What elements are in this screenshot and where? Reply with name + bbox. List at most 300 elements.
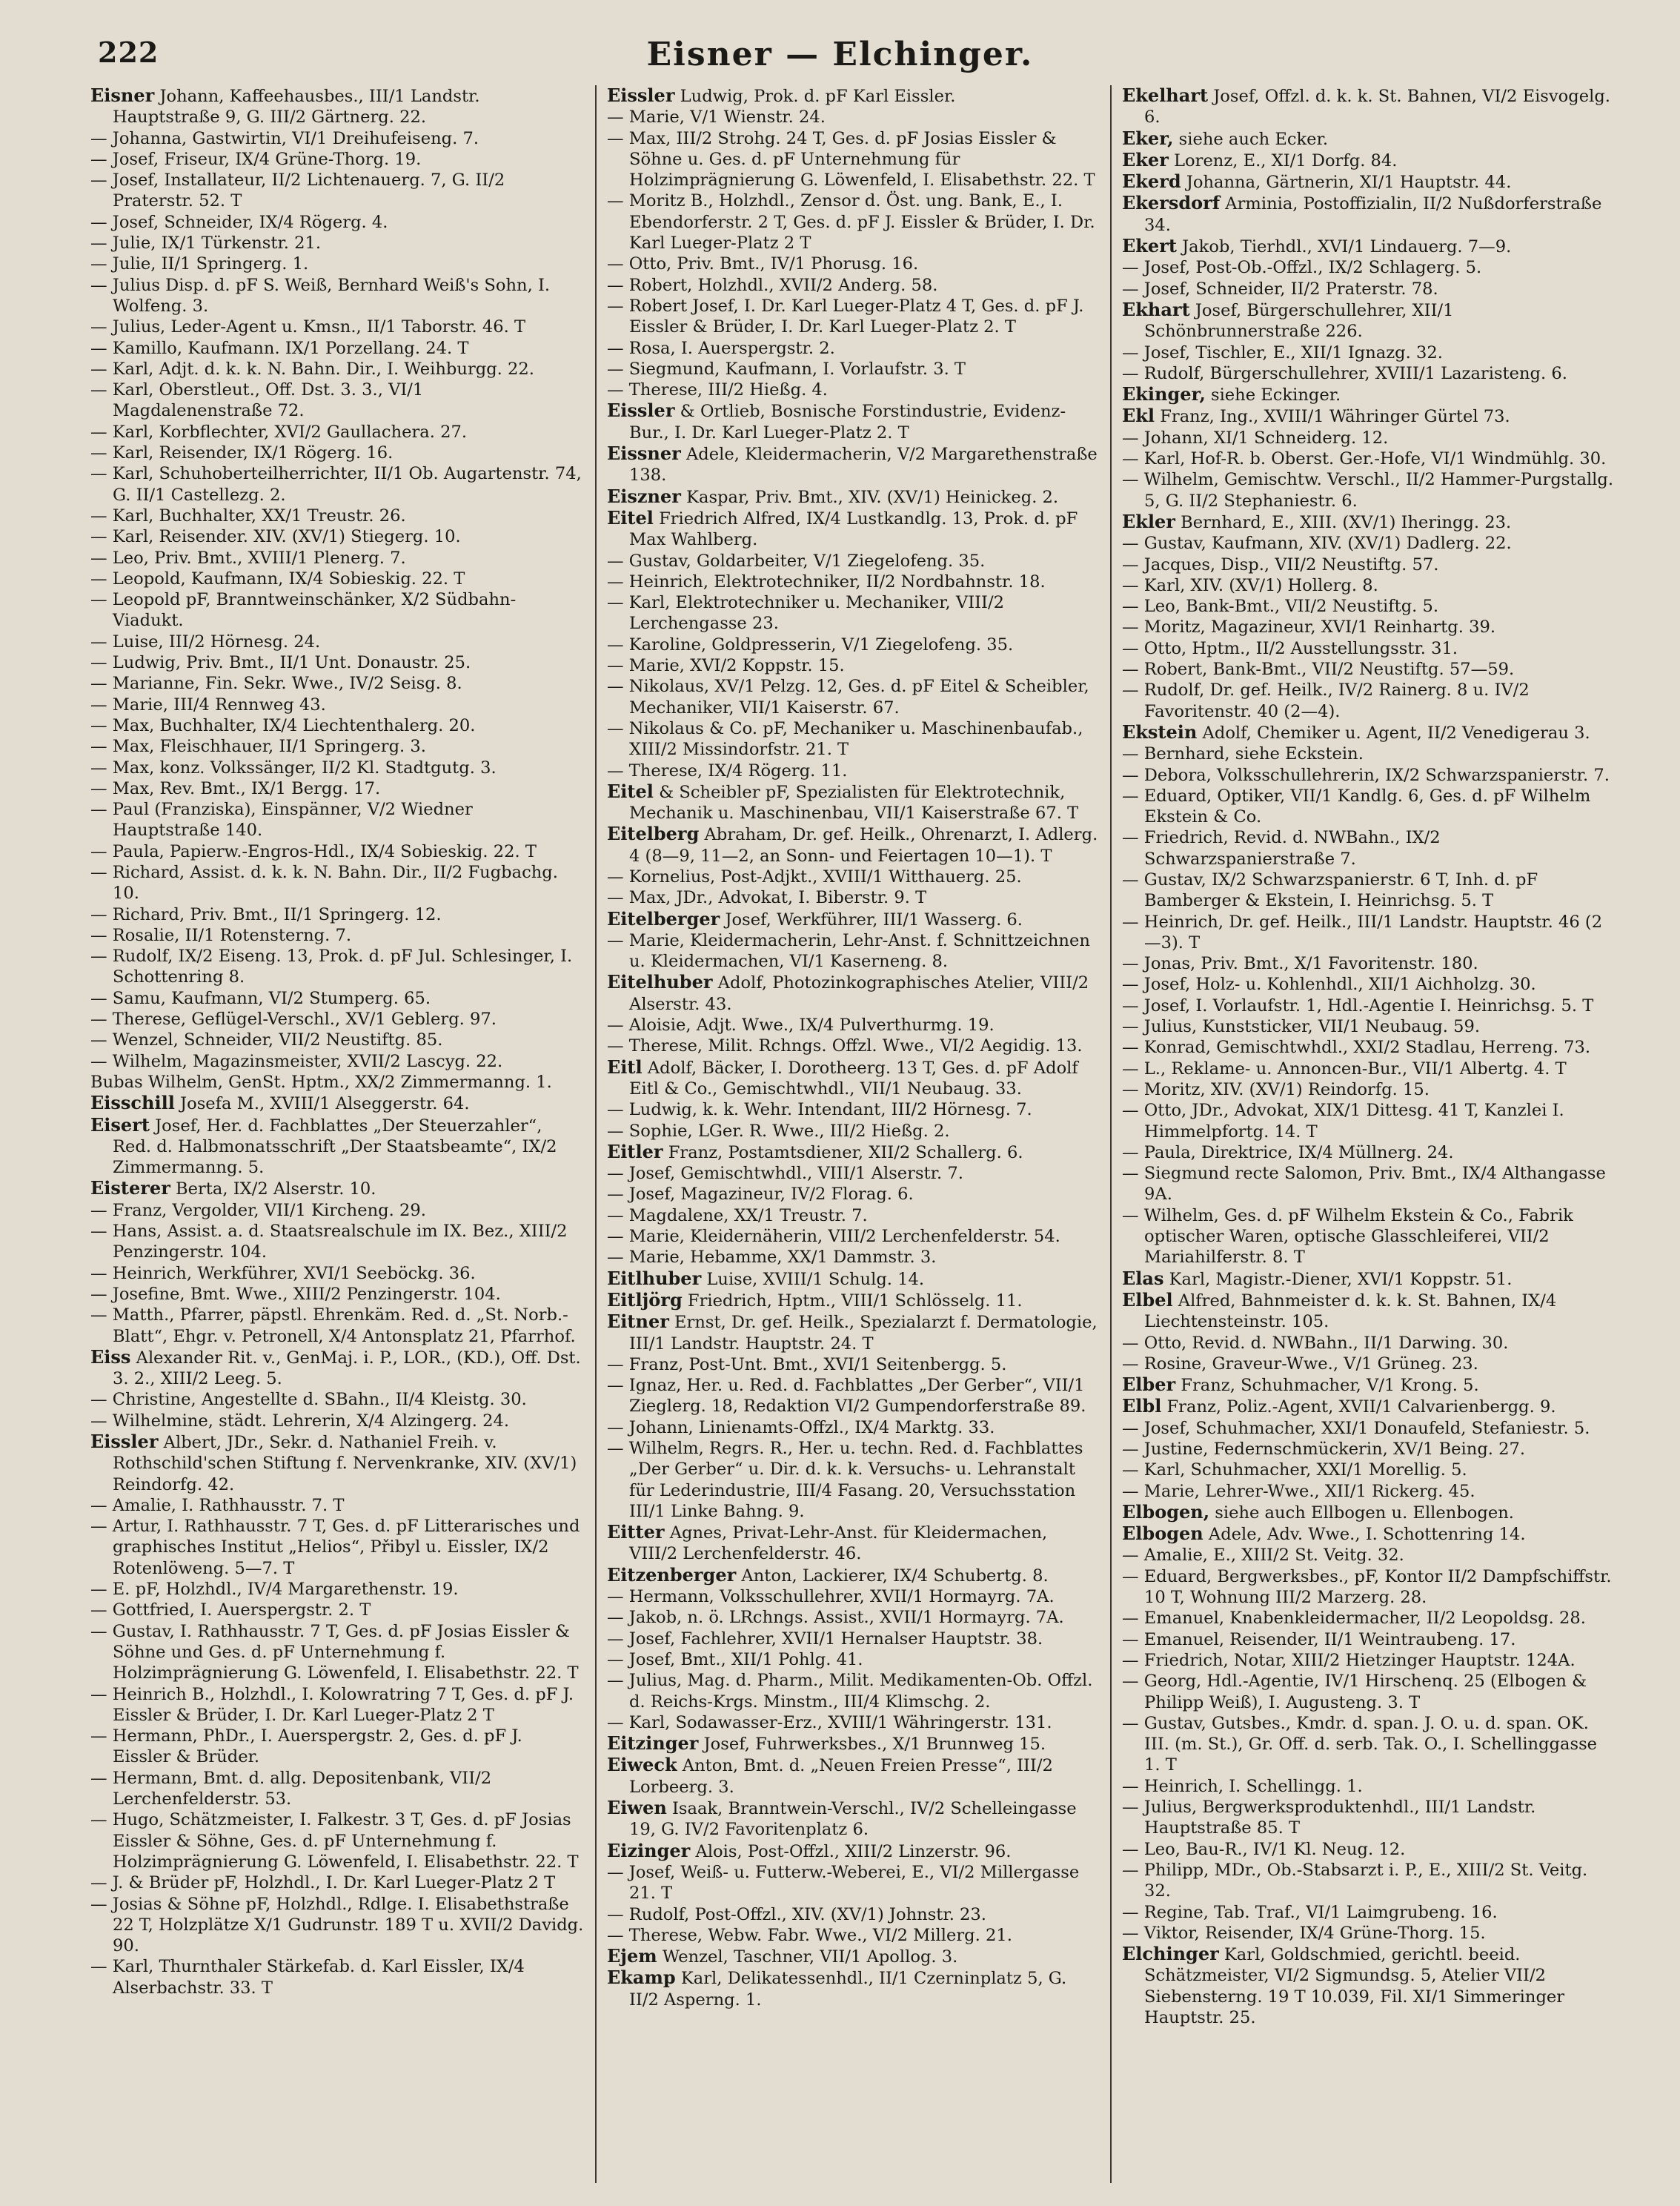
directory-entry [1122, 554, 1615, 575]
entry-text: — Max, Buchhalter, IX/4 Liechtenthalerg. 20. [90, 715, 476, 735]
directory-entry [1122, 617, 1615, 637]
entry-text: — Franz, Post-Unt. Bmt., XVI/1 Seitenbergg. 5. [607, 1354, 1007, 1374]
entry-text: — Otto, Revid. d. NWBahn., II/1 Darwing. 30. [1122, 1333, 1509, 1353]
directory-entry [607, 1354, 1100, 1375]
entry-surname: Eisschill [90, 1092, 175, 1114]
entry-text: — Ignaz, Her. u. Red. d. Fachblattes „Der Gerber“, VII/1 Zieglerg. 18, Redaktion VI/2 Gumpendorferstraße 89. [607, 1376, 1086, 1417]
directory-entry [607, 1565, 1100, 1586]
directory-entry [607, 1375, 1100, 1417]
entry-text: — Hermann, Volksschullehrer, XVII/1 Hormayrg. 7A. [607, 1587, 1055, 1607]
entry-text: — Karl, Sodawasser-Erz., XVIII/1 Währingerstr. 131. [607, 1712, 1052, 1732]
entry-surname: Eiszner [607, 485, 681, 507]
directory-entry [90, 758, 585, 778]
directory-entry [1122, 1481, 1615, 1502]
directory-entry [607, 676, 1100, 718]
directory-entry [90, 1726, 585, 1768]
directory-entry [90, 589, 585, 632]
column-1 [80, 85, 595, 2183]
directory-entry [90, 1809, 585, 1872]
entry-text: — Philipp, MDr., Ob.-Stabsarzt i. P., E., XIII/2 St. Veitg. 32. [1122, 1860, 1588, 1901]
directory-entry [607, 1099, 1100, 1120]
entry-text: Adele, Adv. Wwe., I. Schottenring 14. [1208, 1525, 1526, 1545]
directory-entry [90, 422, 585, 443]
entry-text: — Hugo, Schätzmeister, I. Falkestr. 3 T, Ges. d. pF Josias Eissler & Söhne, Ges. d. pF Unternehmung f. Holzimprägnierung G. Löwenfeld, I. Elisabethstr. 22. T [90, 1810, 579, 1872]
entry-text: — Heinrich, I. Schellingg. 1. [1122, 1776, 1363, 1796]
directory-entry [607, 551, 1100, 572]
entry-text: — Karl, Buchhalter, XX/1 Treustr. 26. [90, 506, 406, 526]
entry-text: — Hermann, PhDr., I. Auerspergstr. 2, Ges. d. pF J. Eissler & Brüder. [90, 1726, 522, 1767]
entry-surname: Eisterer [90, 1177, 170, 1199]
entry-text: — Jacques, Disp., VII/2 Neustiftg. 57. [1122, 554, 1439, 574]
page-number: 222 [98, 36, 159, 69]
directory-entry [607, 1629, 1100, 1649]
entry-surname: Ekinger, [1122, 383, 1206, 405]
entry-surname: Eitelhuber [607, 971, 713, 993]
directory-entry [1122, 1650, 1615, 1671]
directory-entry [1122, 680, 1615, 722]
entry-surname: Elbl [1122, 1395, 1162, 1417]
entry-text: — Kamillo, Kaufmann. IX/1 Porzellang. 24. T [90, 338, 469, 358]
directory-entry [90, 1579, 585, 1600]
directory-entry [607, 107, 1100, 127]
entry-surname: Eiwen [607, 1797, 667, 1819]
directory-entry [607, 191, 1100, 254]
directory-entry [1122, 469, 1615, 511]
entry-text: — Richard, Priv. Bmt., II/1 Springerg. 12. [90, 904, 442, 924]
directory-entry [90, 1305, 585, 1347]
entry-text: — Christine, Angestellte d. SBahn., II/4 Kleistg. 30. [90, 1390, 527, 1410]
directory-entry [90, 1009, 585, 1030]
entry-text: — Therese, Geflügel-Verschl., XV/1 Geblerg. 97. [90, 1010, 497, 1030]
directory-entry [1122, 996, 1615, 1016]
entry-text: Adolf, Photozinkographisches Atelier, VIII/2 Alserstr. 43. [629, 973, 1089, 1014]
entry-text: Johann, Kaffeehausbes., III/1 Landstr. Hauptstraße 9, G. III/2 Gärtnerg. 22. [113, 87, 480, 127]
directory-entry [607, 972, 1100, 1015]
entry-text: — Gustav, I. Rathhausstr. 7 T, Ges. d. pF Josias Eissler & Söhne und Ges. d. pF Unternehmung f. Holzimprägnierung G. Löwenfeld, I. Elisabethstr. 22. T [90, 1621, 579, 1683]
entry-surname: Ekamp [607, 1967, 676, 1989]
directory-entry [90, 1284, 585, 1305]
directory-entry [1122, 1608, 1615, 1629]
directory-entry [607, 1438, 1100, 1522]
entry-text: Isaak, Branntwein-Verschl., IV/2 Schelleingasse 19, G. IV/2 Favoritenplatz 6. [629, 1799, 1077, 1840]
entry-text: — Gottfried, I. Auerspergstr. 2. T [90, 1600, 371, 1620]
directory-entry [1122, 1629, 1615, 1650]
entry-text: — Franz, Vergolder, VII/1 Kircheng. 29. [90, 1200, 426, 1220]
entry-text: — Karl, Schuhmacher, XXI/1 Morellig. 5. [1122, 1460, 1467, 1480]
entry-text: — Friedrich, Notar, XIII/2 Hietzinger Hauptstr. 124A. [1122, 1650, 1576, 1670]
directory-entry [607, 1649, 1100, 1670]
directory-entry [90, 904, 585, 925]
directory-entry [607, 1121, 1100, 1142]
entry-text: — J. & Brüder pF, Holzhdl., I. Dr. Karl Lueger-Platz 2 T [90, 1873, 556, 1893]
directory-entry [607, 1205, 1100, 1226]
directory-entry [90, 1051, 585, 1072]
directory-entry [1122, 1142, 1615, 1163]
entry-text: — Aloisie, Adjt. Wwe., IX/4 Pulverthurmg. 19. [607, 1016, 995, 1036]
entry-text: Abraham, Dr. gef. Heilk., Ohrenarzt, I. Adlerg. 4 (8—9, 11—2, an Sonn- und Feiertagen 10—1). T [629, 825, 1098, 866]
entry-text: — Johann, XI/1 Schneiderg. 12. [1122, 428, 1389, 448]
directory-entry [1122, 1439, 1615, 1460]
entry-text: — Justine, Federnschmückerin, XV/1 Being. 27. [1122, 1440, 1526, 1459]
directory-entry [1122, 1839, 1615, 1860]
directory-entry [90, 1621, 585, 1684]
directory-entry [90, 506, 585, 526]
entry-text: — Nikolaus & Co. pF, Mechaniker u. Maschinenbaufab., XIII/2 Missindorfstr. 21. T [607, 718, 1083, 760]
entry-text: — Julius, Kunststicker, VII/1 Neubaug. 59. [1122, 1017, 1481, 1037]
directory-entry [607, 1904, 1100, 1925]
directory-entry [1122, 1016, 1615, 1037]
directory-entry [607, 1755, 1100, 1798]
directory-entry [1122, 85, 1615, 128]
entry-text: — Therese, Milit. Rchngs. Offzl. Wwe., VI/2 Aegidig. 13. [607, 1036, 1083, 1056]
entry-text: Franz, Postamtsdiener, XII/2 Schallerg. 6. [668, 1142, 1023, 1162]
directory-entry [90, 359, 585, 380]
entry-text: — Max, Fleischhauer, II/1 Springerg. 3. [90, 737, 426, 757]
directory-entry [90, 988, 585, 1009]
directory-entry [90, 463, 585, 506]
entry-surname: Eissler [90, 1431, 159, 1452]
entry-text: Josef, Bürgerschullehrer, XII/1 Schönbrunnerstraße 226. [1144, 300, 1454, 342]
entry-text: — Otto, Hptm., II/2 Ausstellungsstr. 31. [1122, 638, 1458, 658]
directory-entry [607, 508, 1100, 551]
entry-text: — Josef, Schneider, II/2 Praterstr. 78. [1122, 279, 1438, 299]
directory-entry [90, 275, 585, 317]
entry-surname: Eitner [607, 1311, 669, 1333]
directory-entry [1122, 722, 1615, 743]
entry-surname: Eitter [607, 1521, 665, 1543]
directory-entry [607, 1036, 1100, 1056]
entry-text: Alfred, Bahnmeister d. k. k. St. Bahnen, IX/4 Liechtensteinstr. 105. [1144, 1291, 1557, 1332]
entry-text: — Karl, Reisender. XIV. (XV/1) Stiegerg. 10. [90, 527, 461, 547]
directory-entry [90, 1600, 585, 1620]
entry-text: — Josef, Fachlehrer, XVII/1 Hernalser Hauptstr. 38. [607, 1629, 1043, 1649]
directory-entry [1122, 193, 1615, 236]
entry-text: — Marie, Hebamme, XX/1 Dammstr. 3. [607, 1248, 937, 1268]
entry-text: — Julius Disp. d. pF S. Weiß, Bernhard Weiß's Sohn, I. Wolfeng. 3. [90, 275, 551, 316]
entry-text: Ernst, Dr. gef. Heilk., Spezialarzt f. Dermatologie, III/1 Landstr. Hauptstr. 24. T [629, 1313, 1098, 1354]
entry-surname: Ejem [607, 1945, 657, 1967]
entry-text: — Josef, Bmt., XII/1 Pohlg. 41. [607, 1649, 863, 1669]
directory-entry [607, 592, 1100, 635]
directory-entry [1122, 1079, 1615, 1100]
entry-surname: Eisert [90, 1113, 150, 1136]
entry-text: — Nikolaus, XV/1 Pelzg. 12, Ges. d. pF Eitel & Scheibler, Mechaniker, VII/1 Kaiserstr. 67. [607, 677, 1089, 718]
entry-text: Josef, Fuhrwerksbes., X/1 Brunnweg 15. [703, 1735, 1046, 1755]
entry-text: Agnes, Privat-Lehr-Anst. für Kleidermachen, VIII/2 Lerchenfelderstr. 46. [629, 1523, 1048, 1564]
directory-entry [90, 1956, 585, 1998]
entry-text: Wenzel, Taschner, VII/1 Apollog. 3. [662, 1947, 958, 1967]
directory-entry [90, 233, 585, 254]
entry-text: Ludwig, Prok. d. pF Karl Eissler. [680, 87, 956, 106]
entry-surname: Elbogen [1122, 1523, 1203, 1545]
entry-surname: Eissler [607, 85, 675, 106]
directory-entry [90, 1768, 585, 1810]
entry-surname: Ekhart [1122, 298, 1190, 320]
entry-text: siehe auch Ecker. [1178, 129, 1329, 149]
entry-text: — Max, Rev. Bmt., IX/1 Bergg. 17. [90, 778, 381, 798]
entry-text: Friedrich Alfred, IX/4 Lustkandlg. 13, Prok. d. pF Max Wahlberg. [629, 509, 1078, 550]
entry-text: — Wilhelm, Gemischtw. Verschl., II/2 Hammer-Purgstallg. 5, G. II/2 Stephaniestr. 6. [1122, 470, 1614, 511]
directory-entry [1122, 1163, 1615, 1205]
entry-text: & Scheibler pF, Spezialisten für Elektrotechnik, Mechanik u. Maschinenbau, VII/1 Kaiserstraße 67. T [629, 782, 1079, 824]
entry-text: — Josias & Söhne pF, Holzhdl., Rdlge. I. Elisabethstraße 22 T, Holzplätze X/1 Gudrunstr. 189 T u. XVII/2 Davidg. 90. [90, 1894, 584, 1956]
entry-text: — Robert, Holzhdl., XVII/2 Anderg. 58. [607, 275, 938, 295]
directory-entry [1122, 1860, 1615, 1902]
entry-text: — Magdalene, XX/1 Treustr. 7. [607, 1205, 868, 1225]
directory-entry [1122, 279, 1615, 299]
entry-text: Kaspar, Priv. Bmt., XIV. (XV/1) Heinickeg. 2. [686, 487, 1059, 507]
entry-surname: Eitelberg [607, 823, 700, 845]
entry-text: Josefa M., XVIII/1 Alseggerstr. 64. [180, 1094, 470, 1114]
directory-entry [607, 128, 1100, 191]
directory-entry [1122, 1205, 1615, 1268]
entry-text: — Johanna, Gastwirtin, VI/1 Dreihufeiseng. 7. [90, 128, 479, 148]
entry-surname: Eiweck [607, 1754, 677, 1776]
entry-text: — Karl, XIV. (XV/1) Hollerg. 8. [1122, 575, 1378, 595]
entry-text: — Regine, Tab. Traf., VI/1 Laimgrubeng. 16. [1122, 1902, 1498, 1922]
entry-text: — Jonas, Priv. Bmt., X/1 Favoritenstr. 180. [1122, 954, 1478, 974]
entry-text: — Gustav, IX/2 Schwarzspanierstr. 6 T, Inh. d. pF Bamberger & Ekstein, I. Heinrichsg. 5. T [1122, 870, 1538, 911]
entry-text: — Heinrich, Dr. gef. Heilk., III/1 Landstr. Hauptstr. 46 (2—3). T [1122, 912, 1603, 953]
entry-text: — Konrad, Gemischtwhdl., XXI/2 Stadlau, Herreng. 73. [1122, 1038, 1591, 1058]
entry-text: — Robert, Bank-Bmt., VII/2 Neustiftg. 57—59. [1122, 660, 1515, 680]
directory-entry [607, 1015, 1100, 1036]
entry-surname: Ekl [1122, 405, 1155, 427]
entry-text: — Wilhelm, Ges. d. pF Wilhelm Ekstein & Co., Fabrik optischer Waren, optische Glasschleiferei, VII/2 Mariahilferstr. 8. T [1122, 1205, 1573, 1268]
entry-text: — Josef, I. Vorlaufstr. 1, Hdl.-Agentie I. Heinrichsg. 5. T [1122, 996, 1594, 1016]
directory-entry [607, 1946, 1100, 1967]
entry-text: — Rudolf, Dr. gef. Heilk., IV/2 Rainerg. 8 u. IV/2 Favoritenstr. 40 (2—4). [1122, 680, 1530, 721]
directory-entry [90, 862, 585, 904]
directory-entry [90, 1030, 585, 1050]
directory-entry [1122, 128, 1615, 150]
directory-entry [90, 1431, 585, 1495]
entry-text: — Karl, Schuhoberteilherrichter, II/1 Ob. Augartenstr. 74, G. II/1 Castellezg. 2. [90, 464, 582, 505]
entry-surname: Eissler [607, 400, 675, 422]
entry-text: — Karl, Adjt. d. k. k. N. Bahn. Dir., I. Weihburgg. 22. [90, 359, 534, 379]
directory-entry [90, 85, 585, 128]
entry-text: — Moritz, Magazineur, XVI/1 Reinhartg. 39. [1122, 617, 1496, 637]
directory-entry [607, 1163, 1100, 1184]
entry-text: — Marianne, Fin. Sekr. Wwe., IV/2 Seisg. 8. [90, 674, 462, 694]
entry-text: — Josef, Schuhmacher, XXI/1 Donaufeld, Stefaniestr. 5. [1122, 1418, 1590, 1438]
entry-text: — Marie, Lehrer-Wwe., XII/1 Rickerg. 45. [1122, 1481, 1475, 1501]
entry-text: — Julius, Mag. d. Pharm., Milit. Medikamenten-Ob. Offzl. d. Reichs-Krgs. Minstm., III/4 Klimschg. 2. [607, 1671, 1093, 1712]
directory-entry [1122, 1290, 1615, 1333]
entry-surname: Eker, [1122, 127, 1174, 149]
directory-entry [1122, 1713, 1615, 1776]
entry-surname: Eisner [90, 85, 155, 106]
directory-entry [90, 946, 585, 988]
entry-text: Karl, Magistr.-Diener, XVI/1 Koppstr. 51. [1169, 1269, 1513, 1289]
directory-entry [1122, 428, 1615, 448]
directory-entry [1122, 1923, 1615, 1944]
directory-entry [90, 778, 585, 799]
entry-text: — Leopold, Kaufmann, IX/4 Sobieskig. 22. T [90, 569, 465, 589]
entry-text: — Max, III/2 Strohg. 24 T, Ges. d. pF Josias Eissler & Söhne u. Ges. d. pF Unternehmung für Holzimprägnierung G. Löwenfeld, I. Elisabethstr. 22. T [607, 128, 1095, 191]
entry-text: Karl, Delikatessenhdl., II/1 Czerninplatz 5, G. II/2 Asperng. 1. [629, 1969, 1067, 2010]
directory-entry [607, 443, 1100, 486]
entry-text: — Karl, Thurnthaler Stärkefab. d. Karl Eissler, IX/4 Alserbachstr. 33. T [90, 1957, 525, 1998]
directory-entry [607, 1862, 1100, 1904]
entry-text: — Emanuel, Knabenkleidermacher, II/2 Leopoldsg. 28. [1122, 1609, 1586, 1629]
directory-entry [607, 887, 1100, 908]
entry-text: — Amalie, I. Rathhausstr. 7. T [90, 1495, 345, 1515]
entry-text: — Gustav, Gutsbes., Kmdr. d. span. J. O. u. d. span. OK. III. (m. St.), Gr. Off. d. serb. Tak. O., I. Schellinggasse 1. T [1122, 1713, 1598, 1775]
entry-text: Anton, Bmt. d. „Neuen Freien Presse“, III/2 Lorbeerg. 3. [629, 1756, 1053, 1797]
directory-entry [90, 1872, 585, 1893]
directory-entry [90, 1221, 585, 1263]
directory-entry [1122, 659, 1615, 680]
entry-text: — Heinrich, Elektrotechniker, II/2 Nordbahnstr. 18. [607, 572, 1046, 592]
directory-entry [1122, 953, 1615, 974]
directory-entry [90, 1347, 585, 1390]
entry-text: Franz, Poliz.-Agent, XVII/1 Calvarienbergg. 9. [1166, 1397, 1556, 1417]
directory-entry [607, 254, 1100, 274]
entry-text: Adolf, Bäcker, I. Dorotheerg. 13 T, Ges. d. pF Adolf Eitl & Co., Gemischtwhdl., VII/1 Neubaug. 33. [629, 1058, 1078, 1099]
directory-entry [607, 1586, 1100, 1607]
directory-entry [90, 1178, 585, 1199]
directory-entry [90, 338, 585, 359]
entry-text: — Leo, Bank-Bmt., VII/2 Neustiftg. 5. [1122, 597, 1439, 617]
directory-entry [607, 486, 1100, 508]
entry-text: — Heinrich, Werkführer, XVI/1 Seeböckg. 36. [90, 1263, 476, 1283]
entry-text: Friedrich, Hptm., VIII/1 Schlösselg. 11. [687, 1291, 1023, 1311]
entry-text: — Sophie, LGer. R. Wwe., III/2 Hießg. 2. [607, 1121, 950, 1141]
entry-surname: Eker [1122, 148, 1169, 170]
entry-surname: Ekerd [1122, 170, 1181, 193]
directory-entry [90, 736, 585, 757]
entry-surname: Ekstein [1122, 721, 1198, 743]
directory-entry [607, 781, 1100, 824]
entry-text: Adolf, Chemiker u. Agent, II/2 Venedigerau 3. [1202, 723, 1590, 743]
entry-text: — Josef, Post-Ob.-Offzl., IX/2 Schlagerg. 5. [1122, 258, 1482, 278]
directory-entry [607, 296, 1100, 338]
directory-entry [90, 212, 585, 233]
directory-entry [607, 1290, 1100, 1311]
directory-entry [1122, 150, 1615, 171]
entry-text: — L., Reklame- u. Annoncen-Bur., VII/1 Albertg. 4. T [1122, 1059, 1567, 1079]
directory-entry [90, 569, 585, 589]
entry-text: — Luise, III/2 Hörnesg. 24. [90, 632, 321, 652]
directory-entry [607, 930, 1100, 973]
entry-text: Karl, Goldschmied, gerichtl. beeid. Schätzmeister, VI/2 Sigmundsg. 5, Atelier VII/2 Siebensterng. 19 T 10.039, Fil. XI/1 Simmeringer Hauptstr. 25. [1144, 1945, 1565, 2028]
entry-text: — Marie, V/1 Wienstr. 24. [607, 107, 826, 127]
directory-entry [607, 635, 1100, 655]
directory-entry [1122, 342, 1615, 363]
directory-entry [1122, 1037, 1615, 1058]
entry-surname: Eitelberger [607, 907, 720, 930]
directory-entry [607, 85, 1100, 107]
entry-surname: Eitlhuber [607, 1267, 702, 1289]
directory-entry [1122, 1797, 1615, 1839]
directory-entry [90, 632, 585, 652]
directory-entry [607, 1967, 1100, 2010]
directory-entry [90, 1263, 585, 1284]
directory-entry [607, 655, 1100, 676]
entry-text: — E. pF, Holzhdl., IV/4 Margarethenstr. 19. [90, 1580, 459, 1600]
directory-entry [90, 925, 585, 946]
directory-entry [90, 1495, 585, 1516]
entry-text: — Wilhelm, Regrs. R., Her. u. techn. Red. d. Fachblattes „Der Gerber“ u. Dir. d. k. k. Versuchs- u. Lehranstalt für Lederindustrie, III/4 Fasang. 20, Versuchsstation III/1 Linke Bahng. 9. [607, 1439, 1083, 1521]
directory-entry [607, 380, 1100, 400]
entry-text: — Amalie, E., XIII/2 St. Veitg. 32. [1122, 1546, 1404, 1566]
entry-surname: Elbel [1122, 1288, 1173, 1311]
entry-surname: Eitljörg [607, 1288, 683, 1311]
entry-surname: Eitler [607, 1140, 663, 1162]
directory-entry [90, 526, 585, 547]
entry-surname: Eizinger [607, 1839, 691, 1861]
directory-entry [607, 1670, 1100, 1712]
directory-entry [1122, 786, 1615, 828]
directory-entry [90, 1200, 585, 1221]
entry-text: — Matth., Pfarrer, päpstl. Ehrenkäm. Red. d. „St. Norb.-Blatt“, Ehgr. v. Petronell, X/4 Antonsplatz 21, Pfarrhof. [90, 1305, 576, 1346]
entry-text: — Rosine, Graveur-Wwe., V/1 Grüneg. 23. [1122, 1354, 1478, 1374]
directory-entry [90, 652, 585, 673]
entry-text: — Wenzel, Schneider, VII/2 Neustiftg. 85. [90, 1030, 443, 1050]
entry-text: — Max, JDr., Advokat, I. Biberstr. 9. T [607, 888, 927, 908]
directory-entry [1122, 1902, 1615, 1923]
entry-surname: Eiss [90, 1345, 131, 1368]
directory-entry [1122, 448, 1615, 469]
directory-entry [607, 867, 1100, 887]
directory-entry [1122, 384, 1615, 405]
entry-text: — Karl, Hof-R. b. Oberst. Ger.-Hofe, VI/1 Windmühlg. 30. [1122, 449, 1607, 469]
entry-text: — Eduard, Optiker, VII/1 Kandlg. 6, Ges. d. pF Wilhelm Ekstein & Co. [1122, 786, 1591, 827]
entry-text: — Therese, Webw. Fabr. Wwe., VI/2 Millerg. 21. [607, 1925, 1012, 1945]
entry-text: — Ludwig, Priv. Bmt., II/1 Unt. Donaustr. 25. [90, 653, 471, 673]
directory-entry [607, 1522, 1100, 1565]
entry-text: — Josef, Gemischtwhdl., VIII/1 Alserstr. 7. [607, 1164, 963, 1184]
directory-entry [1122, 1354, 1615, 1374]
entry-surname: Elber [1122, 1374, 1176, 1396]
directory-entry [1122, 827, 1615, 870]
entry-text: — Rosa, I. Auerspergstr. 2. [607, 338, 835, 358]
directory-entry [607, 359, 1100, 380]
entry-text: — Otto, JDr., Advokat, XIX/1 Dittesg. 41 T, Kanzlei I. Himmelpfortg. 14. T [1122, 1101, 1564, 1142]
directory-entry [90, 317, 585, 337]
directory-entry [607, 400, 1100, 443]
entry-text: — Karl, Reisender, IX/1 Rögerg. 16. [90, 443, 394, 463]
directory-entry [1122, 912, 1615, 954]
directory-entry [1122, 596, 1615, 617]
entry-text: — Marie, XVI/2 Koppstr. 15. [607, 656, 845, 676]
entry-text: — Julius, Bergwerksproduktenhdl., III/1 Landstr. Hauptstraße 85. T [1122, 1798, 1536, 1838]
entry-text: Alois, Post-Offzl., XIII/2 Linzerstr. 96. [695, 1841, 1012, 1861]
directory-entry [1122, 405, 1615, 427]
entry-text: — Therese, III/2 Hießg. 4. [607, 380, 828, 400]
directory-entry [90, 254, 585, 274]
directory-entry [1122, 743, 1615, 764]
entry-text: — Moritz B., Holzhdl., Zensor d. Öst. ung. Bank, E., I. Ebendorferstr. 2 T, Ges. d. pF J. Eissler & Brüder, I. Dr. Karl Lueger-Platz 2 T [607, 191, 1095, 254]
directory-entry [90, 170, 585, 212]
column-3 [1110, 85, 1625, 2183]
directory-entry [607, 1184, 1100, 1205]
entry-text: — Hermann, Bmt. d. allg. Depositenbank, VII/2 Lerchenfelderstr. 53. [90, 1768, 492, 1809]
entry-text: & Ortlieb, Bosnische Forstindustrie, Evidenz-Bur., I. Dr. Karl Lueger-Platz 2. T [629, 402, 1066, 443]
entry-text: — Hans, Assist. a. d. Staatsrealschule im IX. Bez., XIII/2 Penzingerstr. 104. [90, 1222, 568, 1262]
directory-entry [1122, 870, 1615, 912]
entry-text: — Wilhelm, Magazinsmeister, XVII/2 Lascyg. 22. [90, 1051, 503, 1071]
entry-text: — Therese, IX/4 Rögerg. 11. [607, 761, 848, 781]
entry-surname: Elbogen, [1122, 1500, 1210, 1523]
directory-entry [607, 1311, 1100, 1354]
entry-text: — Wilhelmine, städt. Lehrerin, X/4 Alzingerg. 24. [90, 1411, 510, 1431]
entry-text: — Bernhard, siehe Eckstein. [1122, 744, 1364, 764]
directory-entry [1122, 533, 1615, 554]
entry-surname: Eitel [607, 780, 654, 802]
directory-entry [90, 841, 585, 862]
